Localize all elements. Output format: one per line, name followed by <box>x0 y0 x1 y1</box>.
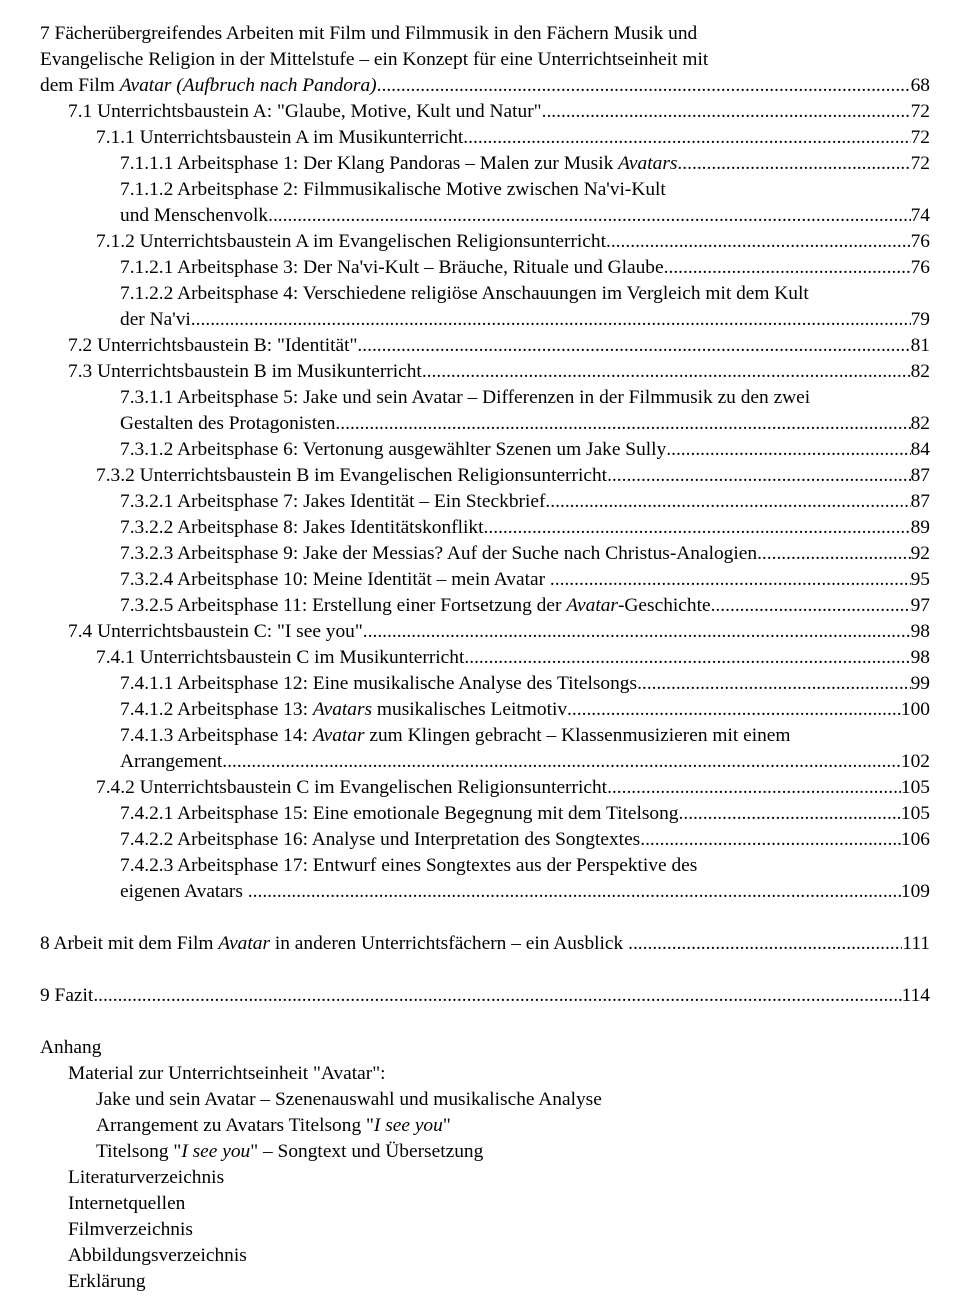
toc-entry <box>40 619 930 645</box>
toc-page-number: 92 <box>910 543 930 564</box>
toc-entry-text: 7.3.2.3 Arbeitsphase 9: Jake der Messias? Auf der Suche nach Christus-Analogien <box>120 543 758 564</box>
toc-dot-leader <box>377 73 911 99</box>
toc-entry-line <box>120 593 930 619</box>
toc-dot-leader <box>677 151 910 177</box>
toc-entry-line <box>40 47 930 73</box>
toc-entry <box>40 515 930 541</box>
toc-entry-line <box>120 437 930 463</box>
toc-entry-line <box>120 281 930 307</box>
toc-page-number: 89 <box>910 517 930 538</box>
toc-page-number: 105 <box>900 803 930 824</box>
toc-entry-line <box>120 307 930 333</box>
toc-entry-line <box>120 515 930 541</box>
toc-entry-line <box>68 1165 930 1191</box>
toc-page-number: 82 <box>910 361 930 382</box>
toc-dot-leader <box>664 255 911 281</box>
toc-entry-line <box>120 879 930 905</box>
toc-entry <box>40 489 930 515</box>
toc-entry-line <box>96 645 930 671</box>
toc-page-number: 72 <box>910 153 930 174</box>
toc-entry-line <box>120 697 930 723</box>
toc-dot-leader <box>679 801 901 827</box>
toc-entry-text: Jake und sein Avatar – Szenenauswahl und musikalische Analyse <box>96 1089 602 1110</box>
toc-page-number: 72 <box>910 127 930 148</box>
toc-entry-text: und Menschenvolk <box>120 205 269 226</box>
toc-entry-line <box>120 411 930 437</box>
toc-dot-leader <box>464 645 910 671</box>
toc-entry-text: 7.4.1.1 Arbeitsphase 12: Eine musikalische Analyse des Titelsongs <box>120 673 638 694</box>
toc-entry-text: Arrangement zu Avatars Titelsong "I see you" <box>96 1115 451 1136</box>
toc-entry-line <box>120 671 930 697</box>
toc-dot-leader <box>363 619 911 645</box>
toc-page-number: 100 <box>900 699 930 720</box>
toc-entry <box>40 1191 930 1217</box>
toc-entry-text: Internetquellen <box>68 1193 186 1214</box>
toc-entry <box>40 853 930 905</box>
toc-dot-leader <box>340 411 910 437</box>
toc-entry <box>40 151 930 177</box>
toc-entry <box>40 931 930 957</box>
toc-page-number: 76 <box>910 257 930 278</box>
toc-entry-line <box>96 229 930 255</box>
toc-entry-text: dem Film Avatar (Aufbruch nach Pandora) <box>40 75 377 96</box>
toc-entry-text: 7.4.1 Unterrichtsbaustein C im Musikunterricht <box>96 647 465 668</box>
toc-entry-line <box>68 99 930 125</box>
toc-dot-leader <box>93 983 901 1009</box>
toc-entry <box>40 541 930 567</box>
toc-page-number: 81 <box>910 335 930 356</box>
toc-entry <box>40 99 930 125</box>
toc-entry <box>40 281 930 333</box>
toc-entry <box>40 1139 930 1165</box>
toc-entry-line <box>40 73 930 99</box>
toc-page-number: 98 <box>910 621 930 642</box>
toc-entry <box>40 333 930 359</box>
toc-page-number: 82 <box>910 413 930 434</box>
toc-entry-line <box>96 1087 930 1113</box>
toc-entry-line <box>120 567 930 593</box>
toc-entry-line <box>68 619 930 645</box>
toc-page-number: 87 <box>910 491 930 512</box>
toc-entry-line <box>40 983 930 1009</box>
toc-entry <box>40 1035 930 1061</box>
toc-dot-leader <box>640 827 901 853</box>
toc-entry <box>40 723 930 775</box>
toc-entry-line <box>96 463 930 489</box>
toc-page-number: 84 <box>910 439 930 460</box>
toc-entry-text: 7.3.2.2 Arbeitsphase 8: Jakes Identitätskonflikt <box>120 517 484 538</box>
toc-entry-text: 7.2 Unterrichtsbaustein B: "Identität" <box>68 335 358 356</box>
toc-dot-leader <box>222 749 901 775</box>
toc-page-number: 109 <box>900 881 930 902</box>
toc-entry <box>40 671 930 697</box>
toc-entry-line <box>120 203 930 229</box>
toc-entry-text: Erklärung <box>68 1271 146 1292</box>
toc-entry-line <box>120 385 930 411</box>
toc-entry-text: 7.1.1.2 Arbeitsphase 2: Filmmusikalische Motive zwischen Na'vi-Kult <box>120 179 666 200</box>
toc-entry-text: Material zur Unterrichtseinheit "Avatar": <box>68 1063 386 1084</box>
toc-entry-text: Abbildungsverzeichnis <box>68 1245 247 1266</box>
toc-page-number: 102 <box>900 751 930 772</box>
toc-dot-leader <box>463 125 910 151</box>
toc-entry <box>40 1061 930 1087</box>
toc-dot-leader <box>567 697 901 723</box>
toc-dot-leader <box>484 515 911 541</box>
toc-entry-text: 7.1.2.1 Arbeitsphase 3: Der Na'vi-Kult – Bräuche, Rituale und Glaube <box>120 257 664 278</box>
toc-page-number: 74 <box>910 205 930 226</box>
toc-entry-text: Titelsong "I see you" – Songtext und Übersetzung <box>96 1141 484 1162</box>
toc-entry <box>40 1165 930 1191</box>
table-of-contents <box>40 21 930 1295</box>
toc-entry-line <box>120 177 930 203</box>
toc-entry-line <box>120 541 930 567</box>
toc-entry-text: Filmverzeichnis <box>68 1219 193 1240</box>
toc-entry-line <box>120 801 930 827</box>
toc-entry-text: 7.4 Unterrichtsbaustein C: "I see you" <box>68 621 363 642</box>
toc-entry <box>40 697 930 723</box>
toc-entry <box>40 1087 930 1113</box>
toc-entry-line <box>96 775 930 801</box>
toc-entry-text: 8 Arbeit mit dem Film Avatar in anderen Unterrichtsfächern – ein Ausblick <box>40 933 629 954</box>
toc-dot-leader <box>422 359 911 385</box>
toc-entry-text: 7.4.2 Unterrichtsbaustein C im Evangelischen Religionsunterricht <box>96 777 608 798</box>
toc-dot-leader <box>666 437 910 463</box>
toc-entry-line <box>68 1243 930 1269</box>
toc-entry <box>40 437 930 463</box>
toc-entry <box>40 801 930 827</box>
toc-entry <box>40 983 930 1009</box>
toc-entry <box>40 775 930 801</box>
toc-entry-line <box>68 359 930 385</box>
toc-entry-text: 7.1.1.1 Arbeitsphase 1: Der Klang Pandoras – Malen zur Musik Avatars <box>120 153 678 174</box>
toc-entry-text: 7.3.2.5 Arbeitsphase 11: Erstellung einer Fortsetzung der Avatar-Geschichte <box>120 595 711 616</box>
toc-entry-text: 7.3.2 Unterrichtsbaustein B im Evangelischen Religionsunterricht <box>96 465 608 486</box>
toc-entry-text: 9 Fazit <box>40 985 94 1006</box>
toc-page-number: 114 <box>901 985 930 1006</box>
toc-entry <box>40 385 930 437</box>
toc-entry <box>40 1243 930 1269</box>
toc-entry-text: 7.3.1.2 Arbeitsphase 6: Vertonung ausgewählter Szenen um Jake Sully <box>120 439 667 460</box>
toc-entry-line <box>40 1035 930 1061</box>
toc-entry <box>40 1113 930 1139</box>
toc-entry-line <box>120 749 930 775</box>
toc-entry <box>40 255 930 281</box>
toc-page-number: 87 <box>910 465 930 486</box>
toc-page-number: 98 <box>910 647 930 668</box>
toc-entry-text: 7.4.2.1 Arbeitsphase 15: Eine emotionale Begegnung mit dem Titelsong <box>120 803 679 824</box>
toc-dot-leader <box>607 463 911 489</box>
toc-page-number: 97 <box>910 595 930 616</box>
toc-entry-text: Gestalten des Protagonisten. <box>120 413 341 434</box>
toc-entry-text: 7 Fächerübergreifendes Arbeiten mit Film und Filmmusik in den Fächern Musik und <box>40 23 698 44</box>
toc-entry-line <box>68 1217 930 1243</box>
toc-dot-leader <box>550 567 911 593</box>
toc-entry-line <box>68 333 930 359</box>
toc-entry <box>40 1217 930 1243</box>
toc-page-number: 99 <box>910 673 930 694</box>
toc-page-number: 106 <box>900 829 930 850</box>
toc-entry-text: Evangelische Religion in der Mittelstufe – ein Konzept für eine Unterrichtseinheit mit <box>40 49 709 70</box>
toc-dot-leader <box>248 879 901 905</box>
toc-entry <box>40 177 930 229</box>
toc-page-number: 95 <box>910 569 930 590</box>
toc-entry-line <box>96 1113 930 1139</box>
toc-entry <box>40 827 930 853</box>
toc-dot-leader <box>607 775 901 801</box>
toc-entry-text: 7.4.2.2 Arbeitsphase 16: Analyse und Interpretation des Songtextes <box>120 829 641 850</box>
toc-page-number: 111 <box>902 933 930 954</box>
toc-page-number: 76 <box>910 231 930 252</box>
toc-entry <box>40 463 930 489</box>
toc-page-number: 68 <box>910 75 930 96</box>
toc-dot-leader <box>628 931 902 957</box>
toc-entry-text: der Na'vi <box>120 309 191 330</box>
toc-dot-leader <box>191 307 911 333</box>
toc-entry-text: 7.3.2.1 Arbeitsphase 7: Jakes Identität – Ein Steckbrief <box>120 491 546 512</box>
toc-entry-text: Anhang <box>40 1037 102 1058</box>
toc-dot-leader <box>357 333 910 359</box>
toc-dot-leader <box>545 489 910 515</box>
toc-dot-leader <box>542 99 911 125</box>
toc-entry-line <box>120 151 930 177</box>
toc-entry <box>40 593 930 619</box>
toc-entry-text: 7.1.1 Unterrichtsbaustein A im Musikunterricht <box>96 127 464 148</box>
toc-dot-leader <box>606 229 911 255</box>
toc-entry-text: 7.4.2.3 Arbeitsphase 17: Entwurf eines Songtextes aus der Perspektive des <box>120 855 698 876</box>
toc-entry-line <box>96 1139 930 1165</box>
toc-dot-leader <box>268 203 911 229</box>
toc-entry-text: Literaturverzeichnis <box>68 1167 225 1188</box>
toc-entry-line <box>120 489 930 515</box>
toc-dot-leader <box>711 593 911 619</box>
toc-page-number: 79 <box>910 309 930 330</box>
toc-entry <box>40 229 930 255</box>
toc-page-number: 105 <box>900 777 930 798</box>
toc-dot-leader <box>757 541 911 567</box>
toc-entry <box>40 359 930 385</box>
toc-entry-text: 7.4.1.3 Arbeitsphase 14: Avatar zum Klingen gebracht – Klassenmusizieren mit einem <box>120 725 791 746</box>
toc-entry-text: 7.3 Unterrichtsbaustein B im Musikunterricht <box>68 361 422 382</box>
toc-entry-text: eigenen Avatars <box>120 881 248 902</box>
toc-entry <box>40 645 930 671</box>
toc-entry-text: 7.3.2.4 Arbeitsphase 10: Meine Identität – mein Avatar <box>120 569 550 590</box>
toc-dot-leader <box>637 671 911 697</box>
toc-entry-line <box>68 1061 930 1087</box>
toc-entry-line <box>120 723 930 749</box>
toc-entry-line <box>68 1269 930 1295</box>
toc-entry-line <box>68 1191 930 1217</box>
toc-entry-line <box>120 255 930 281</box>
toc-entry-text: 7.1 Unterrichtsbaustein A: "Glaube, Motive, Kult und Natur" <box>68 101 542 122</box>
toc-entry-text: 7.1.2 Unterrichtsbaustein A im Evangelischen Religionsunterricht <box>96 231 606 252</box>
toc-page-number: 72 <box>910 101 930 122</box>
toc-entry-line <box>120 827 930 853</box>
toc-entry-text: 7.3.1.1 Arbeitsphase 5: Jake und sein Avatar – Differenzen in der Filmmusik zu den zwei <box>120 387 811 408</box>
toc-entry-text: 7.1.2.2 Arbeitsphase 4: Verschiedene religiöse Anschauungen im Vergleich mit dem Kult <box>120 283 809 304</box>
toc-entry-line <box>96 125 930 151</box>
toc-entry-line <box>120 853 930 879</box>
toc-entry-text: 7.4.1.2 Arbeitsphase 13: Avatars musikalisches Leitmotiv <box>120 699 568 720</box>
toc-entry-text: Arrangement <box>120 751 223 772</box>
toc-entry <box>40 567 930 593</box>
toc-entry <box>40 125 930 151</box>
toc-entry <box>40 21 930 99</box>
toc-entry-line <box>40 21 930 47</box>
toc-entry-line <box>40 931 930 957</box>
toc-entry <box>40 1269 930 1295</box>
